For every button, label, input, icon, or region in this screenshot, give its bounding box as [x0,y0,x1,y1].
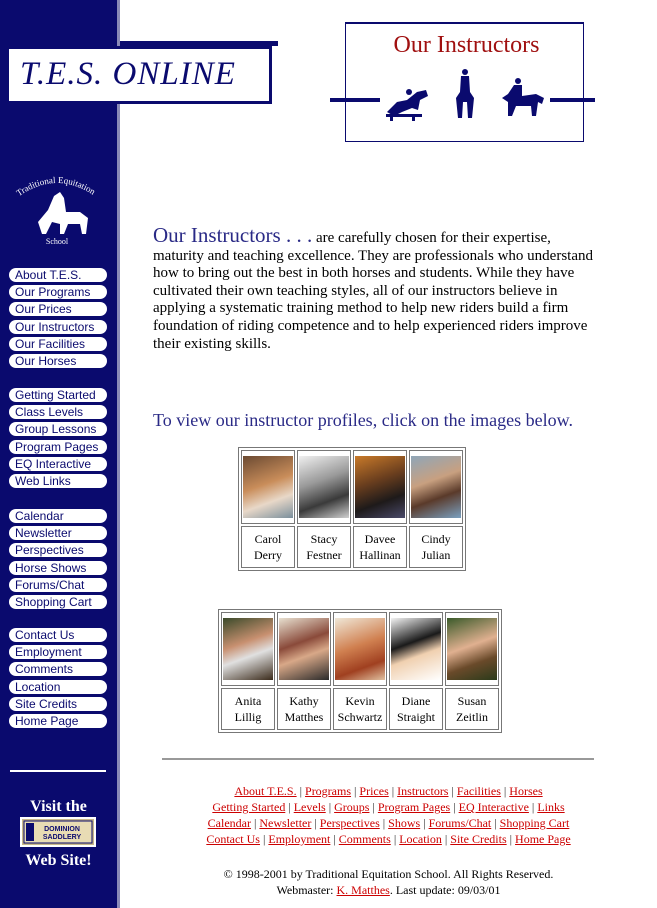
footer-link[interactable]: EQ Interactive [458,800,529,814]
nav-site-credits[interactable]: Site Credits [9,697,107,711]
nav-class-levels[interactable]: Class Levels [9,405,107,419]
sidebar-nav-group-2 [9,388,107,491]
nav-prices[interactable]: Our Prices [9,302,107,316]
first-name: Kathy [289,694,319,708]
logo-school-text: School [45,237,69,246]
last-name: Hallinan [359,548,401,562]
nav-contact-us[interactable]: Contact Us [9,628,107,642]
last-name: Schwartz [337,710,383,724]
instructor-name[interactable] [277,688,331,730]
footer-nav-line-3: Calendar | Newsletter | Perspectives | Shows | Forums/Chat | Shopping Cart [207,816,570,830]
instructor-photo[interactable] [279,618,329,680]
instructor-name[interactable] [409,526,463,568]
instructor-photo[interactable] [299,456,349,518]
footer-link[interactable]: Prices [359,784,389,798]
footer-link[interactable]: Location [399,832,442,846]
first-name: Davee [364,532,396,546]
footer-link[interactable]: Levels [293,800,326,814]
instructor-photo[interactable] [355,456,405,518]
photo-cell[interactable] [277,612,331,686]
photo-cell[interactable] [241,450,295,524]
nav-perspectives[interactable]: Perspectives [9,543,107,557]
instructor-name[interactable] [221,688,275,730]
dressage-horse-icon [452,68,478,122]
instructor-photo[interactable] [447,618,497,680]
nav-home-page[interactable]: Home Page [9,714,107,728]
first-name: Kevin [345,694,375,708]
instructor-photo[interactable] [335,618,385,680]
last-name: Lillig [234,710,262,724]
footer-link[interactable]: Site Credits [450,832,507,846]
photo-cell[interactable] [353,450,407,524]
sidebar-divider [10,770,106,772]
nav-getting-started[interactable]: Getting Started [9,388,107,402]
intro-paragraph [153,223,598,353]
footer-nav [120,783,657,847]
nav-facilities[interactable]: Our Facilities [9,337,107,351]
nav-calendar[interactable]: Calendar [9,509,107,523]
instructor-photo[interactable] [223,618,273,680]
svg-text:DOMINION: DOMINION [44,826,80,833]
sidebar-edge [117,0,120,908]
instructor-name[interactable] [297,526,351,568]
photo-cell[interactable] [389,612,443,686]
footer-link[interactable]: Home Page [515,832,571,846]
instructor-name[interactable] [389,688,443,730]
footer-link[interactable]: Instructors [397,784,449,798]
instructor-photo[interactable] [243,456,293,518]
nav-group-lessons[interactable]: Group Lessons [9,422,107,436]
footer-nav-line-2: Getting Started | Levels | Groups | Program Pages | EQ Interactive | Links [212,800,565,814]
svg-text:Traditional Equitation: Traditional Equitation [14,174,98,198]
banner-rule [120,41,278,46]
visit-label: Visit the [30,798,87,815]
footer-link[interactable]: Perspectives [319,816,380,830]
first-name: Stacy [310,532,338,546]
photo-cell[interactable] [445,612,499,686]
instructor-photo[interactable] [391,618,441,680]
footer-link[interactable]: Horses [509,784,543,798]
photo-cell[interactable] [333,612,387,686]
nav-instructors[interactable]: Our Instructors [9,320,107,334]
instructor-name[interactable] [241,526,295,568]
dominion-saddlery-logo[interactable] [20,817,96,847]
last-name: Matthes [284,710,324,724]
footer-link[interactable]: Calendar [207,816,251,830]
website-label: Web Site! [25,852,92,869]
footer-link[interactable]: Comments [338,832,391,846]
footer-link[interactable]: Getting Started [212,800,286,814]
instructor-table-2 [218,609,502,733]
nav-comments[interactable]: Comments [9,662,107,676]
nav-employment[interactable]: Employment [9,645,107,659]
webmaster-link[interactable]: K. Matthes [336,883,390,897]
nav-horse-shows[interactable]: Horse Shows [9,561,107,575]
footer-link[interactable]: Program Pages [377,800,451,814]
footer-link[interactable]: About T.E.S. [234,784,297,798]
nav-horses[interactable]: Our Horses [9,354,107,368]
nav-forums-chat[interactable]: Forums/Chat [9,578,107,592]
first-name: Cindy [421,532,451,546]
last-name: Zeitlin [456,710,488,724]
footer-link[interactable]: Programs [305,784,352,798]
footer-link[interactable]: Forums/Chat [428,816,492,830]
instructor-table-1 [238,447,466,571]
sidebar-nav-group-1 [9,268,107,371]
nav-programs[interactable]: Our Programs [9,285,107,299]
footer-link[interactable]: Contact Us [206,832,260,846]
site-title: T.E.S. ONLINE [20,56,236,92]
footer-nav-line-4: Contact Us | Employment | Comments | Location | Site Credits | Home Page [206,832,571,846]
footer-link[interactable]: Employment [268,832,331,846]
footer-link[interactable]: Shopping Cart [499,816,570,830]
profiles-instruction: To view our instructor profiles, click on the images below. [153,410,573,430]
last-update: . Last update: 09/03/01 [389,883,501,897]
footer-link[interactable]: Shows [388,816,421,830]
copyright-text: © 1998-2001 by Traditional Equitation School. All Rights Reserved. [223,867,554,881]
footer-nav-line-1: About T.E.S. | Programs | Prices | Instructors | Facilities | Horses [234,784,543,798]
sidebar-nav-group-3 [9,509,107,612]
instructor-name[interactable] [353,526,407,568]
first-name: Susan [457,694,487,708]
instructor-name[interactable] [445,688,499,730]
dominion-logo-graphic [22,819,94,845]
intro-lead: Our Instructors . . . [153,223,313,247]
copyright-block [120,866,657,898]
nav-web-links[interactable]: Web Links [9,474,107,488]
webmaster-label: Webmaster: [276,883,334,897]
first-name: Diane [401,694,431,708]
footer-link[interactable]: Links [537,800,565,814]
nav-eq-interactive[interactable]: EQ Interactive [9,457,107,471]
school-logo [8,172,106,246]
svg-text:SADDLERY: SADDLERY [42,834,82,841]
heading-rule-left [330,98,380,102]
last-name: Straight [397,710,435,724]
page-heading: Our Instructors [393,32,540,58]
first-name: Carol [254,532,282,546]
sidebar-nav-group-4 [9,628,107,731]
footer-link[interactable]: Newsletter [259,816,312,830]
intro-body: are carefully chosen for their expertise, maturity and teaching excellence. They are professionals who understand how to bring out the best in both horses and students. While they have cultivated their own teaching styles, all of our instructors believe in applying a systematic training method to help new riders build a firm foundation of riding competence and to help experienced riders improve their existing skills. [153,230,593,352]
footer-link[interactable]: Facilities [456,784,501,798]
instructor-name[interactable] [333,688,387,730]
photo-cell[interactable] [297,450,351,524]
footer-divider [162,758,594,760]
nav-about[interactable]: About T.E.S. [9,268,107,282]
photo-cell[interactable] [221,612,275,686]
heading-rule-right [550,98,595,102]
riding-horse-icon [496,76,548,122]
webmaster-line [120,882,657,898]
nav-shopping-cart[interactable]: Shopping Cart [9,595,107,609]
instructor-photo[interactable] [411,456,461,518]
jumping-horse-icon [382,82,432,122]
last-name: Derry [254,548,282,562]
photo-cell[interactable] [409,450,463,524]
footer-link[interactable]: Groups [334,800,370,814]
nav-location[interactable]: Location [9,680,107,694]
first-name: Anita [234,694,262,708]
nav-newsletter[interactable]: Newsletter [9,526,107,540]
last-name: Festner [306,548,342,562]
last-name: Julian [421,548,451,562]
nav-program-pages[interactable]: Program Pages [9,440,107,454]
